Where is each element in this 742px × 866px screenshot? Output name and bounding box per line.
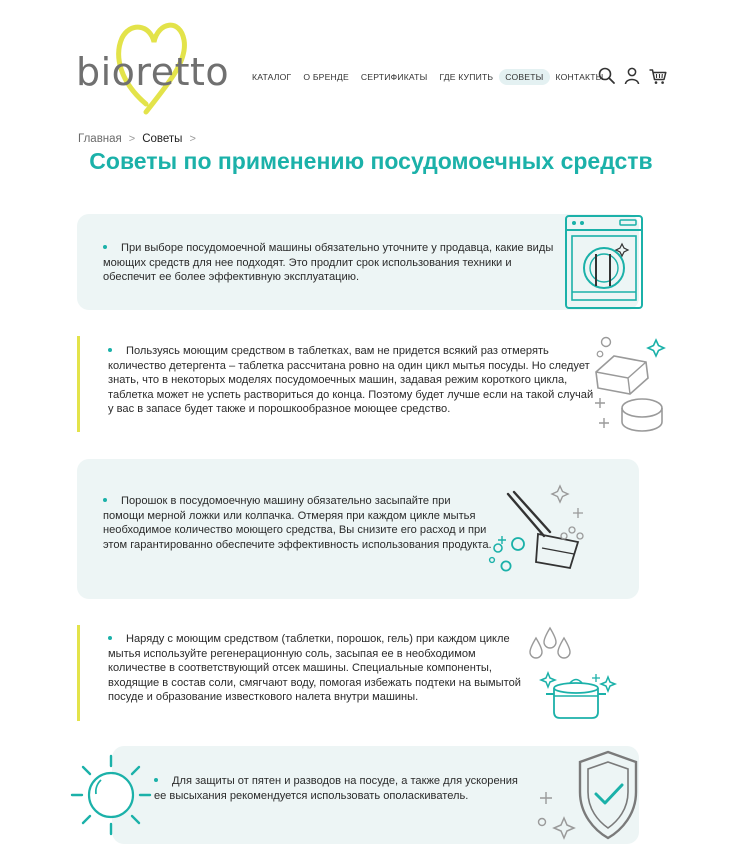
breadcrumb-separator: > [189, 133, 196, 145]
tip-text: Для защиты от пятен и разводов на посуде, а также для ускорения ее высыхания рекомендуется использовать ополаскиватель. [154, 775, 518, 802]
breadcrumb [78, 133, 203, 145]
tip-text-3 [103, 494, 493, 552]
user-icon[interactable] [622, 66, 642, 86]
tip-text: Порошок в посудомоечную машину обязательно засыпайте при помощи мерной ложки или колпачка. Отмеряя при каждом цикле мытья необходимое количество моющего средства, Вы снизите его расход и при этом гарантированно обеспечите эффективность использования продукта. [103, 495, 492, 551]
sun-icon [66, 750, 156, 840]
tip-accent-bar-2 [77, 336, 80, 432]
nav-item-contacts[interactable]: КОНТАКТЫ [555, 72, 604, 82]
clean-pot-icon [526, 624, 626, 724]
tip-text: Наряду с моющим средством (таблетки, порошок, гель) при каждом цикле мытья используйте регенерационную соль, засыпая ее в необходимом количестве в соответствующий отсек машины. Специальные компоненты, входящие в состав соли, смягчают воду, помогая избежать подтеки на вымытой посуде и образование известкового налета внутри машины. [108, 633, 521, 703]
cart-icon[interactable] [648, 66, 668, 86]
tip-text-5 [154, 774, 518, 803]
breadcrumb-separator: > [128, 133, 136, 145]
breadcrumb-current: Советы [142, 133, 183, 145]
tip-text-4 [108, 632, 526, 705]
breadcrumb-home[interactable]: Главная [78, 133, 122, 145]
bullet-icon [108, 348, 112, 352]
nav-item-catalog[interactable]: КАТАЛОГ [252, 72, 292, 82]
nav-item-certificates[interactable]: СЕРТИФИКАТЫ [360, 72, 428, 82]
main-nav [252, 66, 615, 88]
nav-item-tips[interactable]: СОВЕТЫ [499, 69, 549, 85]
page-title: Советы по применению посудомоечных средств [89, 148, 653, 174]
detergent-tablet-icon [590, 334, 674, 434]
search-icon[interactable] [597, 66, 617, 86]
bullet-icon [108, 636, 112, 640]
brand-logo[interactable] [70, 12, 230, 112]
tip-text: При выборе посудомоечной машины обязательно уточните у продавца, какие виды моющих средств для нее подходят. Это продлит срок использования техники и обеспечит ее более эффективную эксплуатацию. [103, 242, 554, 283]
measuring-scoop-icon [484, 478, 594, 578]
shield-check-icon [532, 748, 644, 844]
tip-text: Пользуясь моющим средством в таблетках, вам не придется всякий раз отмерять количество детергента – таблетка рассчитана ровно на один цикл мытья посуды. Но следует знать, что в некоторых моделях посудомоечных машин, задавая режим короткого цикла, таблетка может не успеть раствориться до конца. Поэтому будет лучше если на такой случай у вас в запасе будет также и порошкообразное моющее средство. [108, 345, 594, 415]
nav-item-about[interactable]: О БРЕНДЕ [303, 72, 349, 82]
bullet-icon [103, 498, 107, 502]
bullet-icon [103, 245, 107, 249]
tip-accent-bar-4 [77, 625, 80, 721]
nav-item-where-to-buy[interactable]: ГДЕ КУПИТЬ [439, 72, 494, 82]
logo-text: bioretto [76, 50, 230, 94]
dishwasher-icon [562, 212, 646, 312]
tip-text-2 [108, 344, 594, 417]
tip-text-1 [103, 241, 558, 285]
